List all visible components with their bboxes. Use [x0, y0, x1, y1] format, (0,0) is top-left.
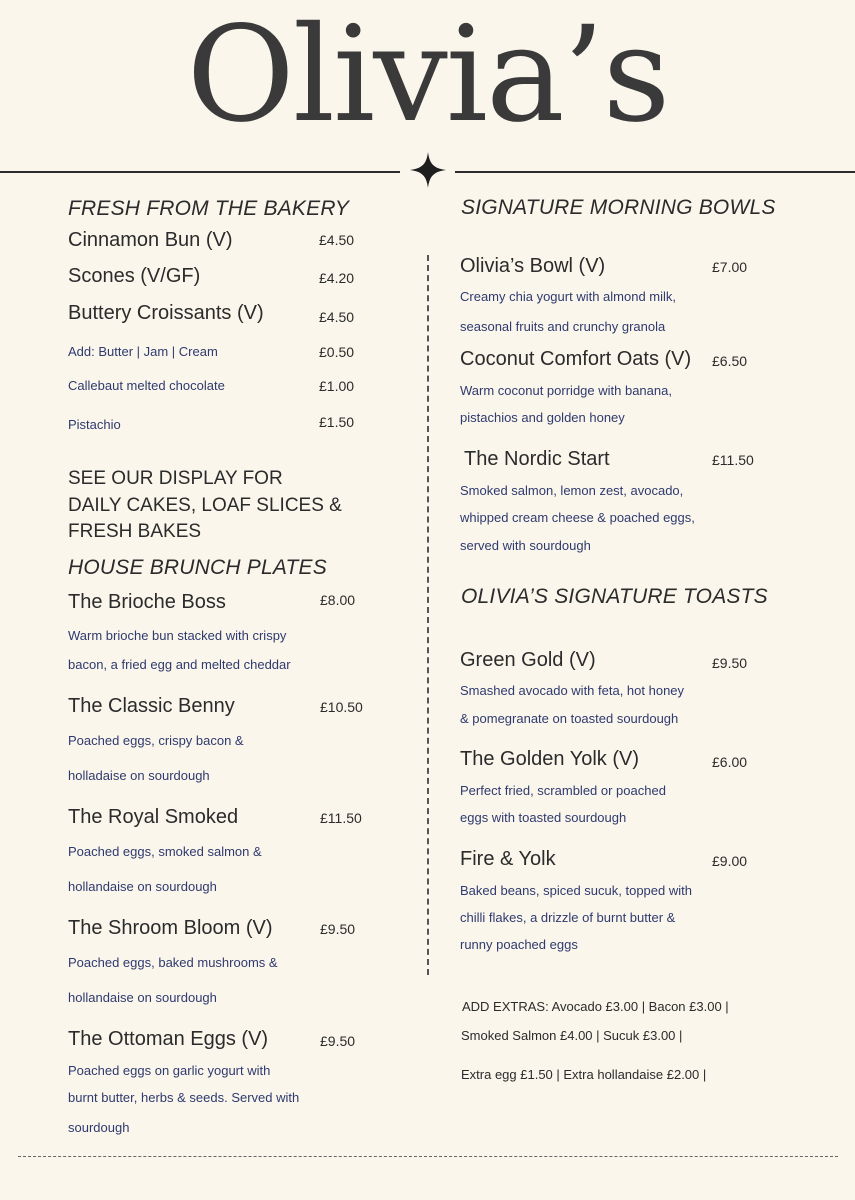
header-divider-right	[455, 171, 855, 173]
menu-item-desc: Smoked salmon, lemon zest, avocado,	[460, 483, 684, 498]
menu-item-price: £8.00	[320, 592, 356, 608]
menu-item-desc: Poached eggs, baked mushrooms &	[68, 955, 278, 970]
display-note-line: SEE OUR DISPLAY FOR	[68, 468, 283, 489]
menu-item-desc: hollandaise on sourdough	[68, 990, 217, 1005]
menu-item-desc: Creamy chia yogurt with almond milk,	[460, 289, 677, 304]
menu-item-name: The Shroom Bloom (V)	[68, 917, 273, 939]
menu-item-name: Fire & Yolk	[460, 848, 556, 870]
extras-line: Smoked Salmon £4.00 | Sucuk £3.00 |	[461, 1028, 683, 1043]
menu-item-price: £6.50	[712, 353, 748, 369]
display-note-line: DAILY CAKES, LOAF SLICES &	[68, 495, 342, 516]
menu-item-price: £6.00	[712, 754, 748, 770]
menu-item-desc: Perfect fried, scrambled or poached	[460, 783, 666, 798]
addon-name: Add: Butter | Jam | Cream	[68, 344, 218, 359]
menu-item-price: £4.20	[319, 270, 355, 286]
menu-item-price: £9.50	[320, 921, 356, 937]
menu-item-desc: hollandaise on sourdough	[68, 879, 217, 894]
menu-item-desc: seasonal fruits and crunchy granola	[460, 319, 666, 334]
menu-item-name: The Ottoman Eggs (V)	[68, 1028, 269, 1050]
menu-item-desc: & pomegranate on toasted sourdough	[460, 711, 679, 726]
menu-item-desc: Warm coconut porridge with banana,	[460, 383, 672, 398]
menu-item-price: £11.50	[712, 452, 754, 468]
extras-line: Extra egg £1.50 | Extra hollandaise £2.00 |	[461, 1067, 707, 1082]
display-note-line: FRESH BAKES	[68, 521, 202, 542]
menu-item-desc: pistachios and golden honey	[460, 410, 625, 425]
menu-item-desc: Smashed avocado with feta, hot honey	[460, 683, 685, 698]
footer-divider	[18, 1156, 838, 1157]
section-heading-toasts: OLIVIA’S SIGNATURE TOASTS	[461, 585, 768, 608]
menu-item-desc: burnt butter, herbs & seeds. Served with	[68, 1090, 300, 1105]
menu-item-desc: Warm brioche bun stacked with crispy	[68, 628, 287, 643]
menu-item-price: £4.50	[319, 232, 355, 248]
addon-price: £1.50	[319, 414, 355, 430]
addon-name: Callebaut melted chocolate	[68, 378, 225, 393]
addon-price: £1.00	[319, 378, 355, 394]
addon-name: Pistachio	[68, 417, 121, 432]
menu-item-desc: Poached eggs, smoked salmon &	[68, 844, 262, 859]
column-divider	[427, 255, 429, 975]
section-heading-brunch: HOUSE BRUNCH PLATES	[68, 556, 327, 579]
menu-item-name: Coconut Comfort Oats (V)	[460, 348, 692, 370]
addon-price: £0.50	[319, 344, 355, 360]
menu-item-name: The Nordic Start	[464, 448, 610, 470]
menu-item-desc: Poached eggs, crispy bacon &	[68, 733, 244, 748]
menu-item-name: The Brioche Boss	[68, 591, 226, 613]
section-heading-bowls: SIGNATURE MORNING BOWLS	[461, 196, 776, 219]
menu-item-desc: whipped cream cheese & poached eggs,	[460, 510, 695, 525]
menu-item-desc: chilli flakes, a drizzle of burnt butter &	[460, 910, 676, 925]
menu-item-name: Olivia’s Bowl (V)	[460, 255, 606, 277]
menu-item-price: £9.50	[320, 1033, 356, 1049]
menu-item-price: £11.50	[320, 810, 362, 826]
menu-item-name: The Golden Yolk (V)	[460, 748, 639, 770]
menu-item-name: Green Gold (V)	[460, 649, 596, 671]
header-divider-left	[0, 171, 400, 173]
menu-item-desc: Poached eggs on garlic yogurt with	[68, 1063, 271, 1078]
sparkle-star-icon	[410, 152, 446, 188]
menu-item-name: Scones (V/GF)	[68, 265, 201, 287]
menu-item-price: £7.00	[712, 259, 748, 275]
menu-item-desc: eggs with toasted sourdough	[460, 810, 627, 825]
menu-item-name: The Classic Benny	[68, 695, 235, 717]
menu-item-desc: holladaise on sourdough	[68, 768, 210, 783]
section-heading-bakery: FRESH FROM THE BAKERY	[68, 197, 350, 220]
menu-item-desc: Baked beans, spiced sucuk, topped with	[460, 883, 692, 898]
menu-item-name: Buttery Croissants (V)	[68, 302, 264, 324]
menu-item-name: The Royal Smoked	[68, 806, 239, 828]
menu-item-price: £9.00	[712, 853, 748, 869]
menu-item-price: £4.50	[319, 309, 355, 325]
menu-item-name: Cinnamon Bun (V)	[68, 229, 233, 251]
restaurant-title: Olivia’s	[186, 0, 669, 152]
menu-item-desc: bacon, a fried egg and melted cheddar	[68, 657, 291, 672]
menu-item-price: £9.50	[712, 655, 748, 671]
menu-item-desc: served with sourdough	[460, 538, 591, 553]
menu-item-desc: sourdough	[68, 1120, 130, 1135]
extras-line: ADD EXTRAS: Avocado £3.00 | Bacon £3.00 |	[462, 999, 729, 1014]
menu-item-price: £10.50	[320, 699, 363, 715]
menu-item-desc: runny poached eggs	[460, 937, 578, 952]
